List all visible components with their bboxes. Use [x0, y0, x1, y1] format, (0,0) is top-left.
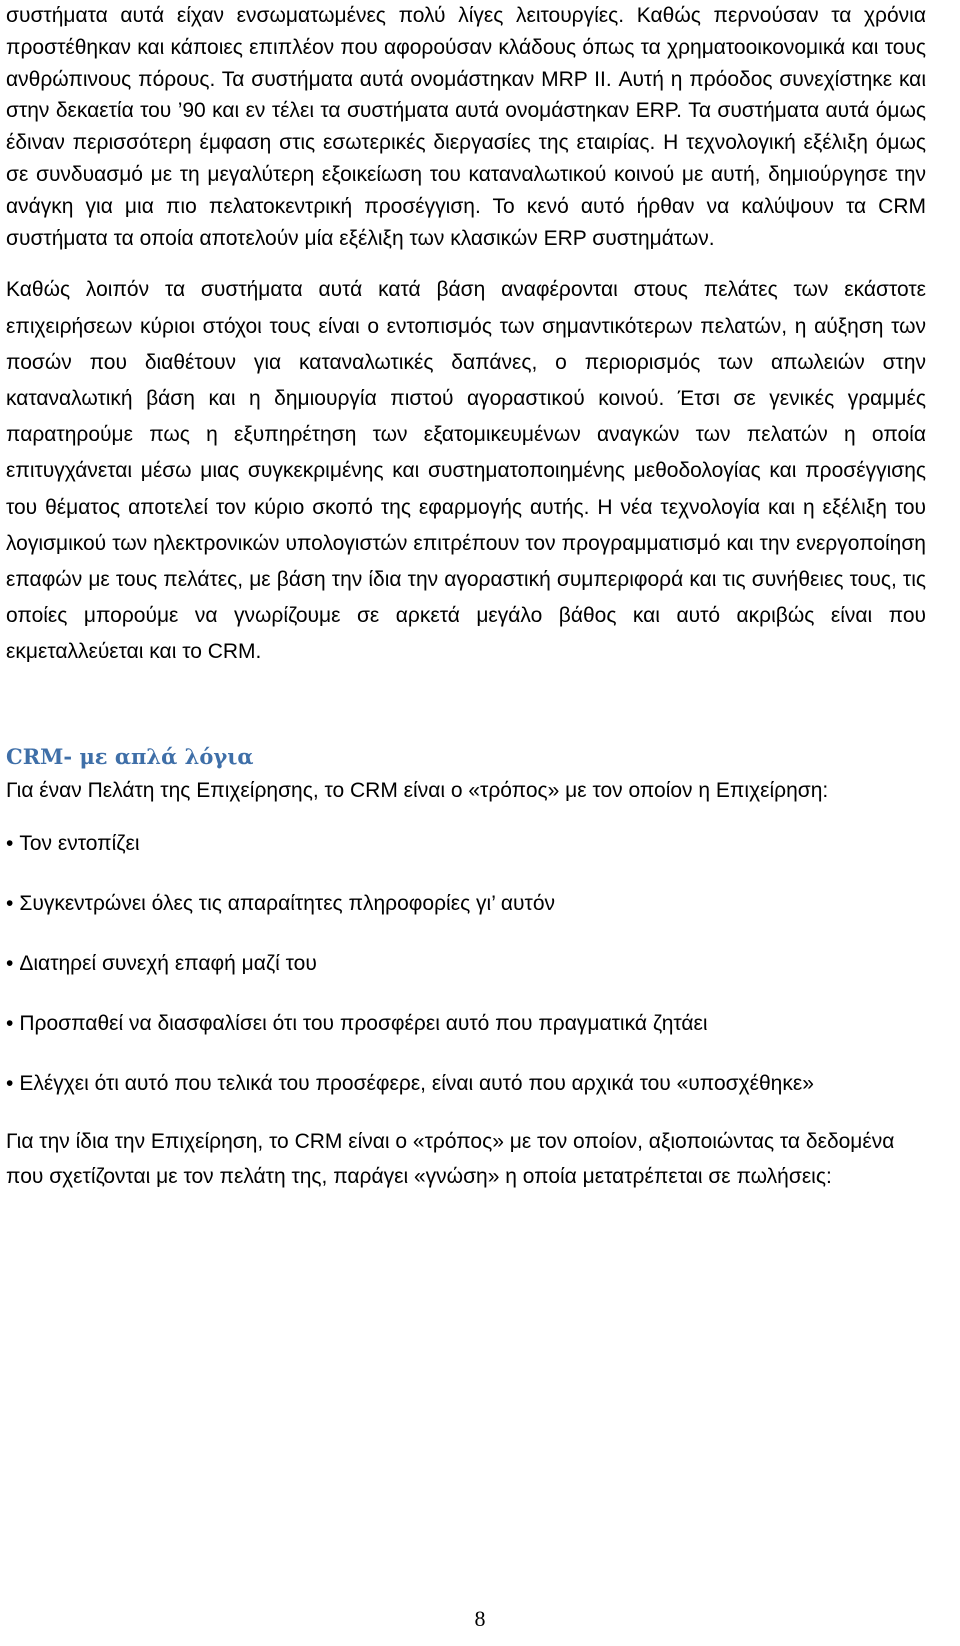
- list-item: [6, 946, 926, 981]
- list-item: [6, 886, 926, 921]
- bullet-icon: •: [6, 951, 14, 975]
- body-paragraph-2: Καθώς λοιπόν τα συστήματα αυτά κατά βάση αναφέρονται στους πελάτες των εκάστοτε επιχειρήσεων κύριοι στόχοι τους είναι ο εντοπισμός των σημαντικότερων πελατών, η αύξηση των ποσών που διαθέτουν για καταναλωτικές δαπάνες, ο περιορισμός των απωλειών στην καταναλωτική βάση και η δημιουργία πιστού αγοραστικού κοινού. Έτσι σε γενικές γραμμές παρατηρούμε πως η εξυπηρέτηση των εξατομικευμένων αναγκών των πελατών η οποία επιτυγχάνεται μέσω μιας συγκεκριμένης και συστηματοποιημένης μεθοδολογίας και προσέγγισης του θέματος αποτελεί τον κύριο σκοπό της εφαρμογής αυτής. Η νέα τεχνολογία και η εξέλιξη του λογισμικού των ηλεκτρονικών υπολογιστών επιτρέπουν τον προγραμματισμό και την ενεργοποίηση επαφών με τους πελάτες, με βάση την ίδια την αγοραστική συμπεριφορά και τις συνήθειες τους, τις οποίες μπορούμε να γνωρίζουμε σε αρκετά μεγάλο βάθος και αυτό ακριβώς είναι που εκμεταλλεύεται και το CRM.: [6, 278, 926, 664]
- bullet-icon: •: [6, 831, 14, 855]
- list-item-text: Διατηρεί συνεχή επαφή μαζί του: [19, 951, 317, 975]
- list-item: [6, 1066, 926, 1101]
- bullet-icon: •: [6, 1071, 14, 1095]
- section-intro: Για έναν Πελάτη της Επιχείρησης, το CRM είναι ο «τρόπος» με τον οποίον η Επιχείρηση:: [6, 778, 829, 802]
- bullet-icon: •: [6, 1011, 14, 1035]
- list-item: [6, 826, 926, 861]
- list-item-text: Τον εντοπίζει: [19, 831, 140, 855]
- bullet-list: [6, 826, 926, 1101]
- list-item-text: Ελέγχει ότι αυτό που τελικά του προσέφερε, είναι αυτό που αρχικά του «υποσχέθηκε»: [19, 1071, 814, 1095]
- document-page: [6, 0, 926, 1194]
- section-heading: CRM- με απλά λόγια: [6, 743, 254, 769]
- list-item-text: Συγκεντρώνει όλες τις απαραίτητες πληροφορίες γι’ αυτόν: [19, 891, 556, 915]
- bullet-icon: •: [6, 891, 14, 915]
- section-outro: Για την ίδια την Επιχείρηση, το CRM είναι ο «τρόπος» με τον οποίον, αξιοποιώντας τα δεδομένα που σχετίζονται με τον πελάτη της, παράγει «γνώση» η οποία μετατρέπεται σε πωλήσεις:: [6, 1129, 895, 1188]
- list-item: [6, 1006, 926, 1041]
- list-item-text: Προσπαθεί να διασφαλίσει ότι του προσφέρει αυτό που πραγματικά ζητάει: [19, 1011, 708, 1035]
- page-number: 8: [474, 1606, 486, 1631]
- body-paragraph-1: συστήματα αυτά είχαν ενσωματωμένες πολύ λίγες λειτουργίες. Καθώς περνούσαν τα χρόνια προστέθηκαν και κάποιες επιπλέον που αφορούσαν κλάδους όπως τα χρηματοοικονομικά και τους ανθρώπινους πόρους. Τα συστήματα αυτά ονομάστηκαν MRP II. Αυτή η πρόοδος συνεχίστηκε και στην δεκαετία του ’90 και εν τέλει τα συστήματα αυτά ονομάστηκαν ERP. Τα συστήματα αυτά όμως έδιναν περισσότερη έμφαση στις εσωτερικές διεργασίες της εταιρίας. Η τεχνολογική εξέλιξη όμως σε συνδυασμό με τη μεγαλύτερη εξοικείωση του καταναλωτικού κοινού με αυτή, δημιούργησε την ανάγκη για μια πιο πελατοκεντρική προσέγγιση. Το κενό αυτό ήρθαν να καλύψουν τα CRM συστήματα τα οποία αποτελούν μία εξέλιξη των κλασικών ERP συστημάτων.: [6, 4, 926, 250]
